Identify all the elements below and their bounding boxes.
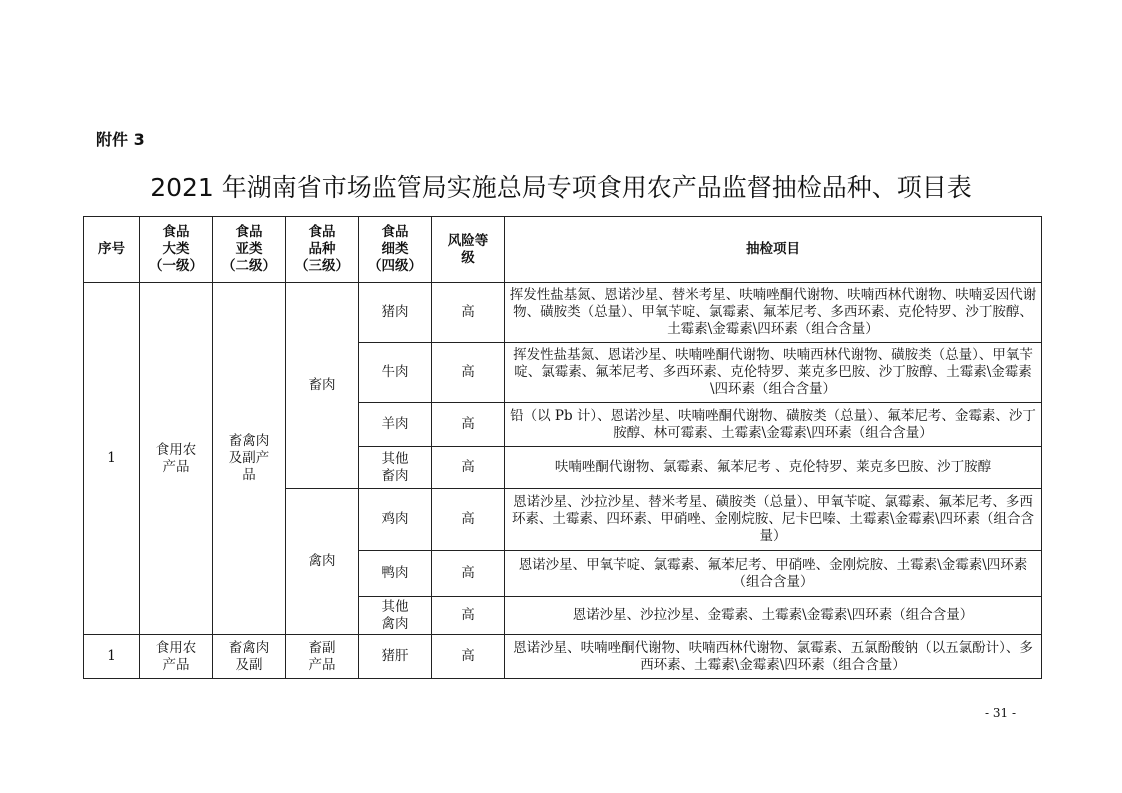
cell-test-items: 恩诺沙星、沙拉沙星、金霉素、土霉素\金霉素\四环素（组合含量）: [505, 597, 1042, 635]
cell-category-3-meat: 畜肉: [286, 283, 359, 489]
attachment-label: 附件 3: [96, 130, 145, 149]
cell-test-items: 恩诺沙星、甲氧苄啶、氯霉素、氟苯尼考、甲硝唑、金刚烷胺、土霉素\金霉素\四环素（组合含量）: [505, 551, 1042, 597]
cell-test-items: 铅（以 Pb 计）、恩诺沙星、呋喃唑酮代谢物、磺胺类（总量）、氟苯尼考、金霉素、沙丁胺醇、林可霉素、土霉素\金霉素\四环素（组合含量）: [505, 403, 1042, 447]
cell-seq: 1: [84, 635, 140, 679]
cell-risk: 高: [432, 489, 505, 551]
header-test-items: 抽检项目: [505, 217, 1042, 283]
cell-category-4: 羊肉: [359, 403, 432, 447]
cell-category-4: 其他 禽肉: [359, 597, 432, 635]
cell-risk: 高: [432, 447, 505, 489]
header-seq: 序号: [84, 217, 140, 283]
cell-category-2: 畜禽肉 及副: [213, 635, 286, 679]
cell-category-2: 畜禽肉 及副产 品: [213, 283, 286, 635]
cell-test-items: 呋喃唑酮代谢物、氯霉素、氟苯尼考 、克伦特罗、莱克多巴胺、沙丁胺醇: [505, 447, 1042, 489]
cell-risk: 高: [432, 403, 505, 447]
cell-test-items: 恩诺沙星、沙拉沙星、替米考星、磺胺类（总量）、甲氧苄啶、氯霉素、氟苯尼考、多西环素、土霉素、四环素、甲硝唑、金刚烷胺、尼卡巴嗪、土霉素\金霉素\四环素（组合含量）: [505, 489, 1042, 551]
cell-test-items: 恩诺沙星、呋喃唑酮代谢物、呋喃西林代谢物、氯霉素、五氯酚酸钠（以五氯酚计）、多西环素、土霉素\金霉素\四环素（组合含量）: [505, 635, 1042, 679]
cell-risk: 高: [432, 343, 505, 403]
cell-category-4: 鸭肉: [359, 551, 432, 597]
cell-category-4: 鸡肉: [359, 489, 432, 551]
header-category-3: 食品 品种 （三级）: [286, 217, 359, 283]
cell-category-4: 猪肝: [359, 635, 432, 679]
cell-risk: 高: [432, 635, 505, 679]
header-category-4: 食品 细类 （四级）: [359, 217, 432, 283]
cell-category-1: 食用农 产品: [140, 635, 213, 679]
cell-category-4: 猪肉: [359, 283, 432, 343]
table-row: [84, 283, 1042, 343]
document-title: 2021 年湖南省市场监管局实施总局专项食用农产品监督抽检品种、项目表: [150, 173, 972, 202]
cell-risk: 高: [432, 551, 505, 597]
cell-category-4: 其他 畜肉: [359, 447, 432, 489]
cell-seq: 1: [84, 283, 140, 635]
cell-risk: 高: [432, 283, 505, 343]
header-category-1: 食品 大类 （一级）: [140, 217, 213, 283]
cell-test-items: 挥发性盐基氮、恩诺沙星、替米考星、呋喃唑酮代谢物、呋喃西林代谢物、呋喃妥因代谢物、磺胺类（总量）、甲氧苄啶、氯霉素、氟苯尼考、多西环素、克伦特罗、沙丁胺醇、土霉素\金霉素\四环素（组合含量）: [505, 283, 1042, 343]
header-risk-level: 风险等 级: [432, 217, 505, 283]
page-number: - 31 -: [985, 706, 1017, 720]
table-row: [84, 635, 1042, 679]
cell-risk: 高: [432, 597, 505, 635]
header-row: [84, 217, 1042, 283]
cell-category-1: 食用农 产品: [140, 283, 213, 635]
cell-test-items: 挥发性盐基氮、恩诺沙星、呋喃唑酮代谢物、呋喃西林代谢物、磺胺类（总量）、甲氧苄啶、氯霉素、氟苯尼考、多西环素、克伦特罗、莱克多巴胺、沙丁胺醇、土霉素\金霉素\四环素（组合含量）: [505, 343, 1042, 403]
cell-category-3: 畜副 产品: [286, 635, 359, 679]
inspection-table: [83, 216, 1042, 679]
header-category-2: 食品 亚类 （二级）: [213, 217, 286, 283]
cell-category-4: 牛肉: [359, 343, 432, 403]
cell-category-3-poultry: 禽肉: [286, 489, 359, 635]
